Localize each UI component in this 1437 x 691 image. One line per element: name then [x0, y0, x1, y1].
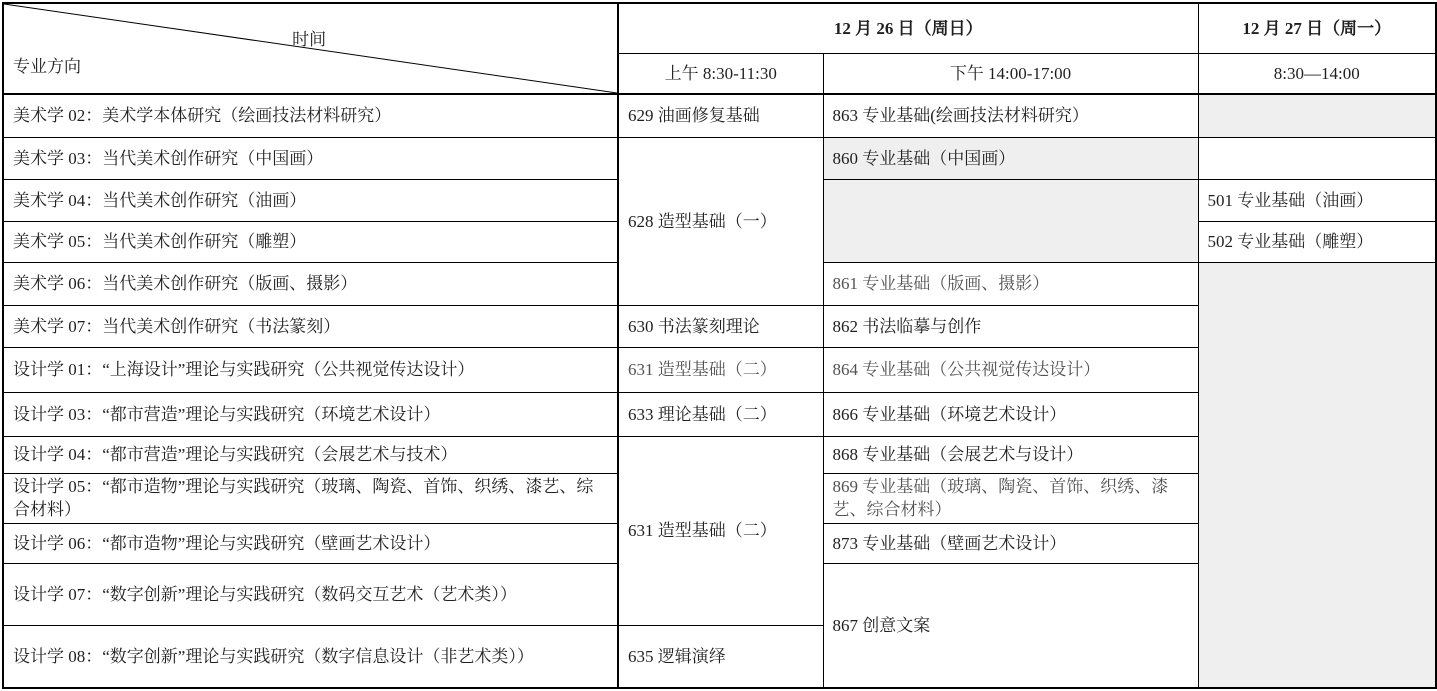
header-day-dec26: 12 月 26 日（周日） — [618, 3, 1198, 53]
major-cell: 设计学 03：“都市营造”理论与实践研究（环境艺术设计） — [3, 392, 618, 436]
major-cell: 美术学 03：当代美术创作研究（中国画） — [3, 137, 618, 179]
empty-cell — [1198, 137, 1436, 179]
table-row — [3, 137, 1436, 179]
exam-cell: 869 专业基础（玻璃、陶瓷、首饰、织绣、漆艺、综合材料） — [823, 473, 1198, 523]
diagonal-header-cell — [3, 3, 618, 94]
exam-cell: 864 专业基础（公共视觉传达设计） — [823, 347, 1198, 392]
major-cell: 美术学 07：当代美术创作研究（书法篆刻） — [3, 305, 618, 347]
exam-cell: 629 油画修复基础 — [618, 94, 823, 137]
exam-cell: 635 逻辑演绎 — [618, 625, 823, 688]
major-cell: 设计学 01：“上海设计”理论与实践研究（公共视觉传达设计） — [3, 347, 618, 392]
exam-cell: 860 专业基础（中国画） — [823, 137, 1198, 179]
exam-cell: 863 专业基础(绘画技法材料研究） — [823, 94, 1198, 137]
exam-cell: 868 专业基础（会展艺术与设计） — [823, 436, 1198, 473]
exam-cell: 633 理论基础（二） — [618, 392, 823, 436]
header-session-morning: 上午 8:30-11:30 — [618, 53, 823, 94]
header-session-afternoon: 下午 14:00-17:00 — [823, 53, 1198, 94]
empty-shaded-cell — [1198, 262, 1436, 688]
exam-cell: 631 造型基础（二） — [618, 347, 823, 392]
exam-cell: 502 专业基础（雕塑） — [1198, 221, 1436, 262]
exam-cell: 861 专业基础（版画、摄影） — [823, 262, 1198, 305]
empty-shaded-cell — [1198, 94, 1436, 137]
major-cell: 美术学 02：美术学本体研究（绘画技法材料研究） — [3, 94, 618, 137]
major-cell: 美术学 05：当代美术创作研究（雕塑） — [3, 221, 618, 262]
exam-cell: 873 专业基础（壁画艺术设计） — [823, 523, 1198, 563]
time-axis-label: 时间 — [292, 30, 327, 49]
exam-cell: 867 创意文案 — [823, 563, 1198, 688]
exam-cell: 630 书法篆刻理论 — [618, 305, 823, 347]
major-cell: 设计学 08：“数字创新”理论与实践研究（数字信息设计（非艺术类）） — [3, 625, 618, 688]
exam-cell: 501 专业基础（油画） — [1198, 179, 1436, 221]
empty-shaded-cell — [823, 179, 1198, 262]
exam-cell: 866 专业基础（环境艺术设计） — [823, 392, 1198, 436]
major-cell: 设计学 06：“都市造物”理论与实践研究（壁画艺术设计） — [3, 523, 618, 563]
major-cell: 设计学 05：“都市造物”理论与实践研究（玻璃、陶瓷、首饰、织绣、漆艺、综合材料） — [3, 473, 618, 523]
exam-cell: 628 造型基础（一） — [618, 137, 823, 305]
header-day-dec27: 12 月 27 日（周一） — [1198, 3, 1436, 53]
major-cell: 美术学 06：当代美术创作研究（版画、摄影） — [3, 262, 618, 305]
exam-cell: 631 造型基础（二） — [618, 436, 823, 625]
major-cell: 美术学 04：当代美术创作研究（油画） — [3, 179, 618, 221]
header-session-day2: 8:30—14:00 — [1198, 53, 1436, 94]
major-axis-label: 专业方向 — [13, 57, 81, 76]
major-cell: 设计学 07：“数字创新”理论与实践研究（数码交互艺术（艺术类）） — [3, 563, 618, 625]
header-row-days — [3, 3, 1436, 53]
exam-cell: 862 书法临摹与创作 — [823, 305, 1198, 347]
major-cell: 设计学 04：“都市营造”理论与实践研究（会展艺术与技术） — [3, 436, 618, 473]
exam-schedule-table — [2, 2, 1437, 689]
table-row — [3, 94, 1436, 137]
